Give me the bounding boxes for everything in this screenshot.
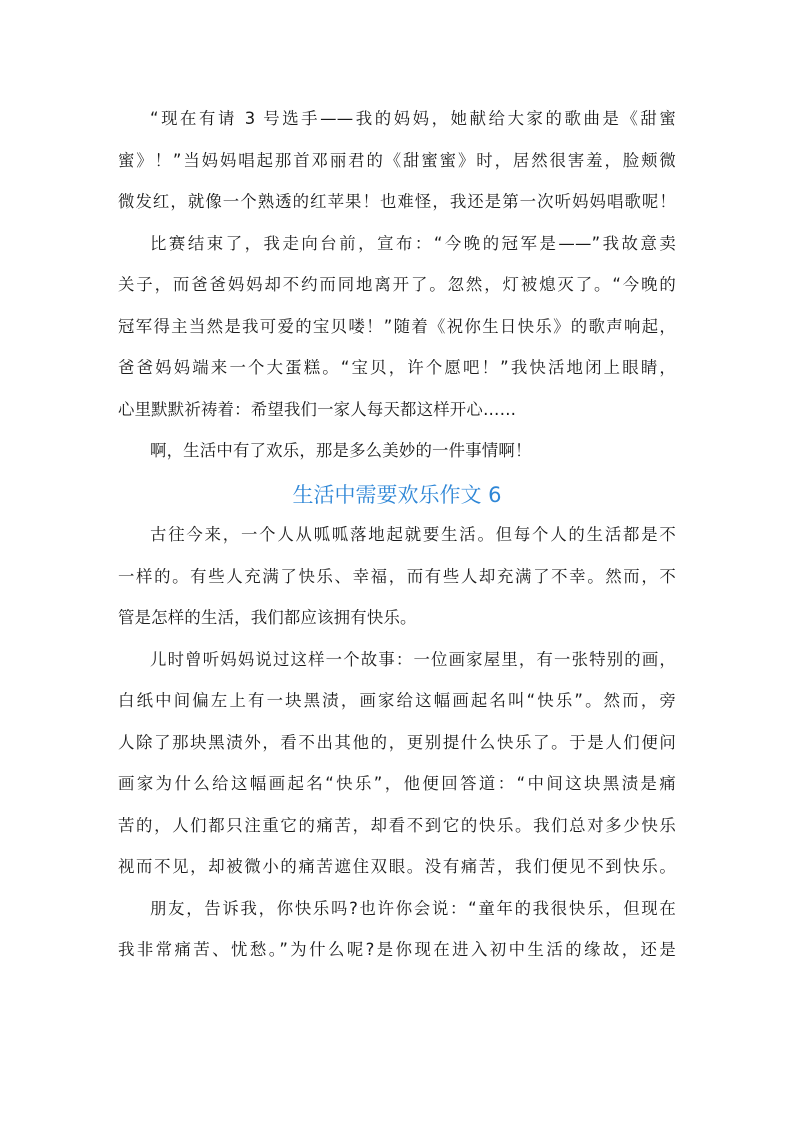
paragraph-line: 白纸中间偏左上有一块黑渍，画家给这幅画起名叫“快乐”。然而，旁 bbox=[118, 691, 676, 710]
paragraph-line: 管是怎样的生活，我们都应该拥有快乐。 bbox=[118, 608, 417, 627]
paragraph-line: 人除了那块黑渍外，看不出其他的，更别提什么快乐了。于是人们便问 bbox=[118, 733, 676, 752]
paragraph-line: 儿时曾听妈妈说过这样一个故事：一位画家屋里，有一张特别的画， bbox=[150, 650, 676, 669]
paragraph-line: 蜜》！”当妈妈唱起那首邓丽君的《甜蜜蜜》时，居然很害羞，脸颊微 bbox=[118, 151, 676, 170]
paragraph-line: 微发红，就像一个熟透的红苹果！也难怪，我还是第一次听妈妈唱歌呢！ bbox=[118, 192, 676, 211]
paragraph-line: 我非常痛苦、忧愁。”为什么呢?是你现在进入初中生活的缘故，还是 bbox=[118, 940, 676, 959]
paragraph-line: 画家为什么给这幅画起名“快乐”，他便回答道：“中间这块黑渍是痛 bbox=[118, 774, 676, 793]
paragraph-line: 冠军得主当然是我可爱的宝贝喽！”随着《祝你生日快乐》的歌声响起， bbox=[118, 317, 676, 336]
paragraph-line: 啊，生活中有了欢乐，那是多么美妙的一件事情啊！ bbox=[150, 441, 532, 460]
paragraph-line: “现在有请 3 号选手——我的妈妈，她献给大家的歌曲是《甜蜜 bbox=[150, 109, 676, 128]
paragraph-line: 朋友，告诉我，你快乐吗?也许你会说：“童年的我很快乐，但现在 bbox=[150, 899, 676, 918]
paragraph-line: 视而不见，却被微小的痛苦遮住双眼。没有痛苦，我们便见不到快乐。 bbox=[118, 857, 676, 876]
paragraph-line: 苦的，人们都只注重它的痛苦，却看不到它的快乐。我们总对多少快乐 bbox=[118, 816, 676, 835]
paragraph-line: 爸爸妈妈端来一个大蛋糕。“宝贝，许个愿吧！”我快活地闭上眼睛， bbox=[118, 358, 676, 377]
paragraph-line: 关子，而爸爸妈妈却不约而同地离开了。忽然，灯被熄灭了。“今晚的 bbox=[118, 275, 676, 294]
paragraph-line: 一样的。有些人充满了快乐、幸福，而有些人却充满了不幸。然而，不 bbox=[118, 567, 676, 586]
paragraph-line: 古往今来，一个人从呱呱落地起就要生活。但每个人的生活都是不 bbox=[150, 525, 676, 544]
paragraph-line: 比赛结束了，我走向台前，宣布：“今晚的冠军是——”我故意卖 bbox=[150, 234, 676, 253]
section-title: 生活中需要欢乐作文 6 bbox=[292, 483, 502, 507]
paragraph-line: 心里默默祈祷着：希望我们一家人每天都这样开心…… bbox=[118, 400, 517, 419]
